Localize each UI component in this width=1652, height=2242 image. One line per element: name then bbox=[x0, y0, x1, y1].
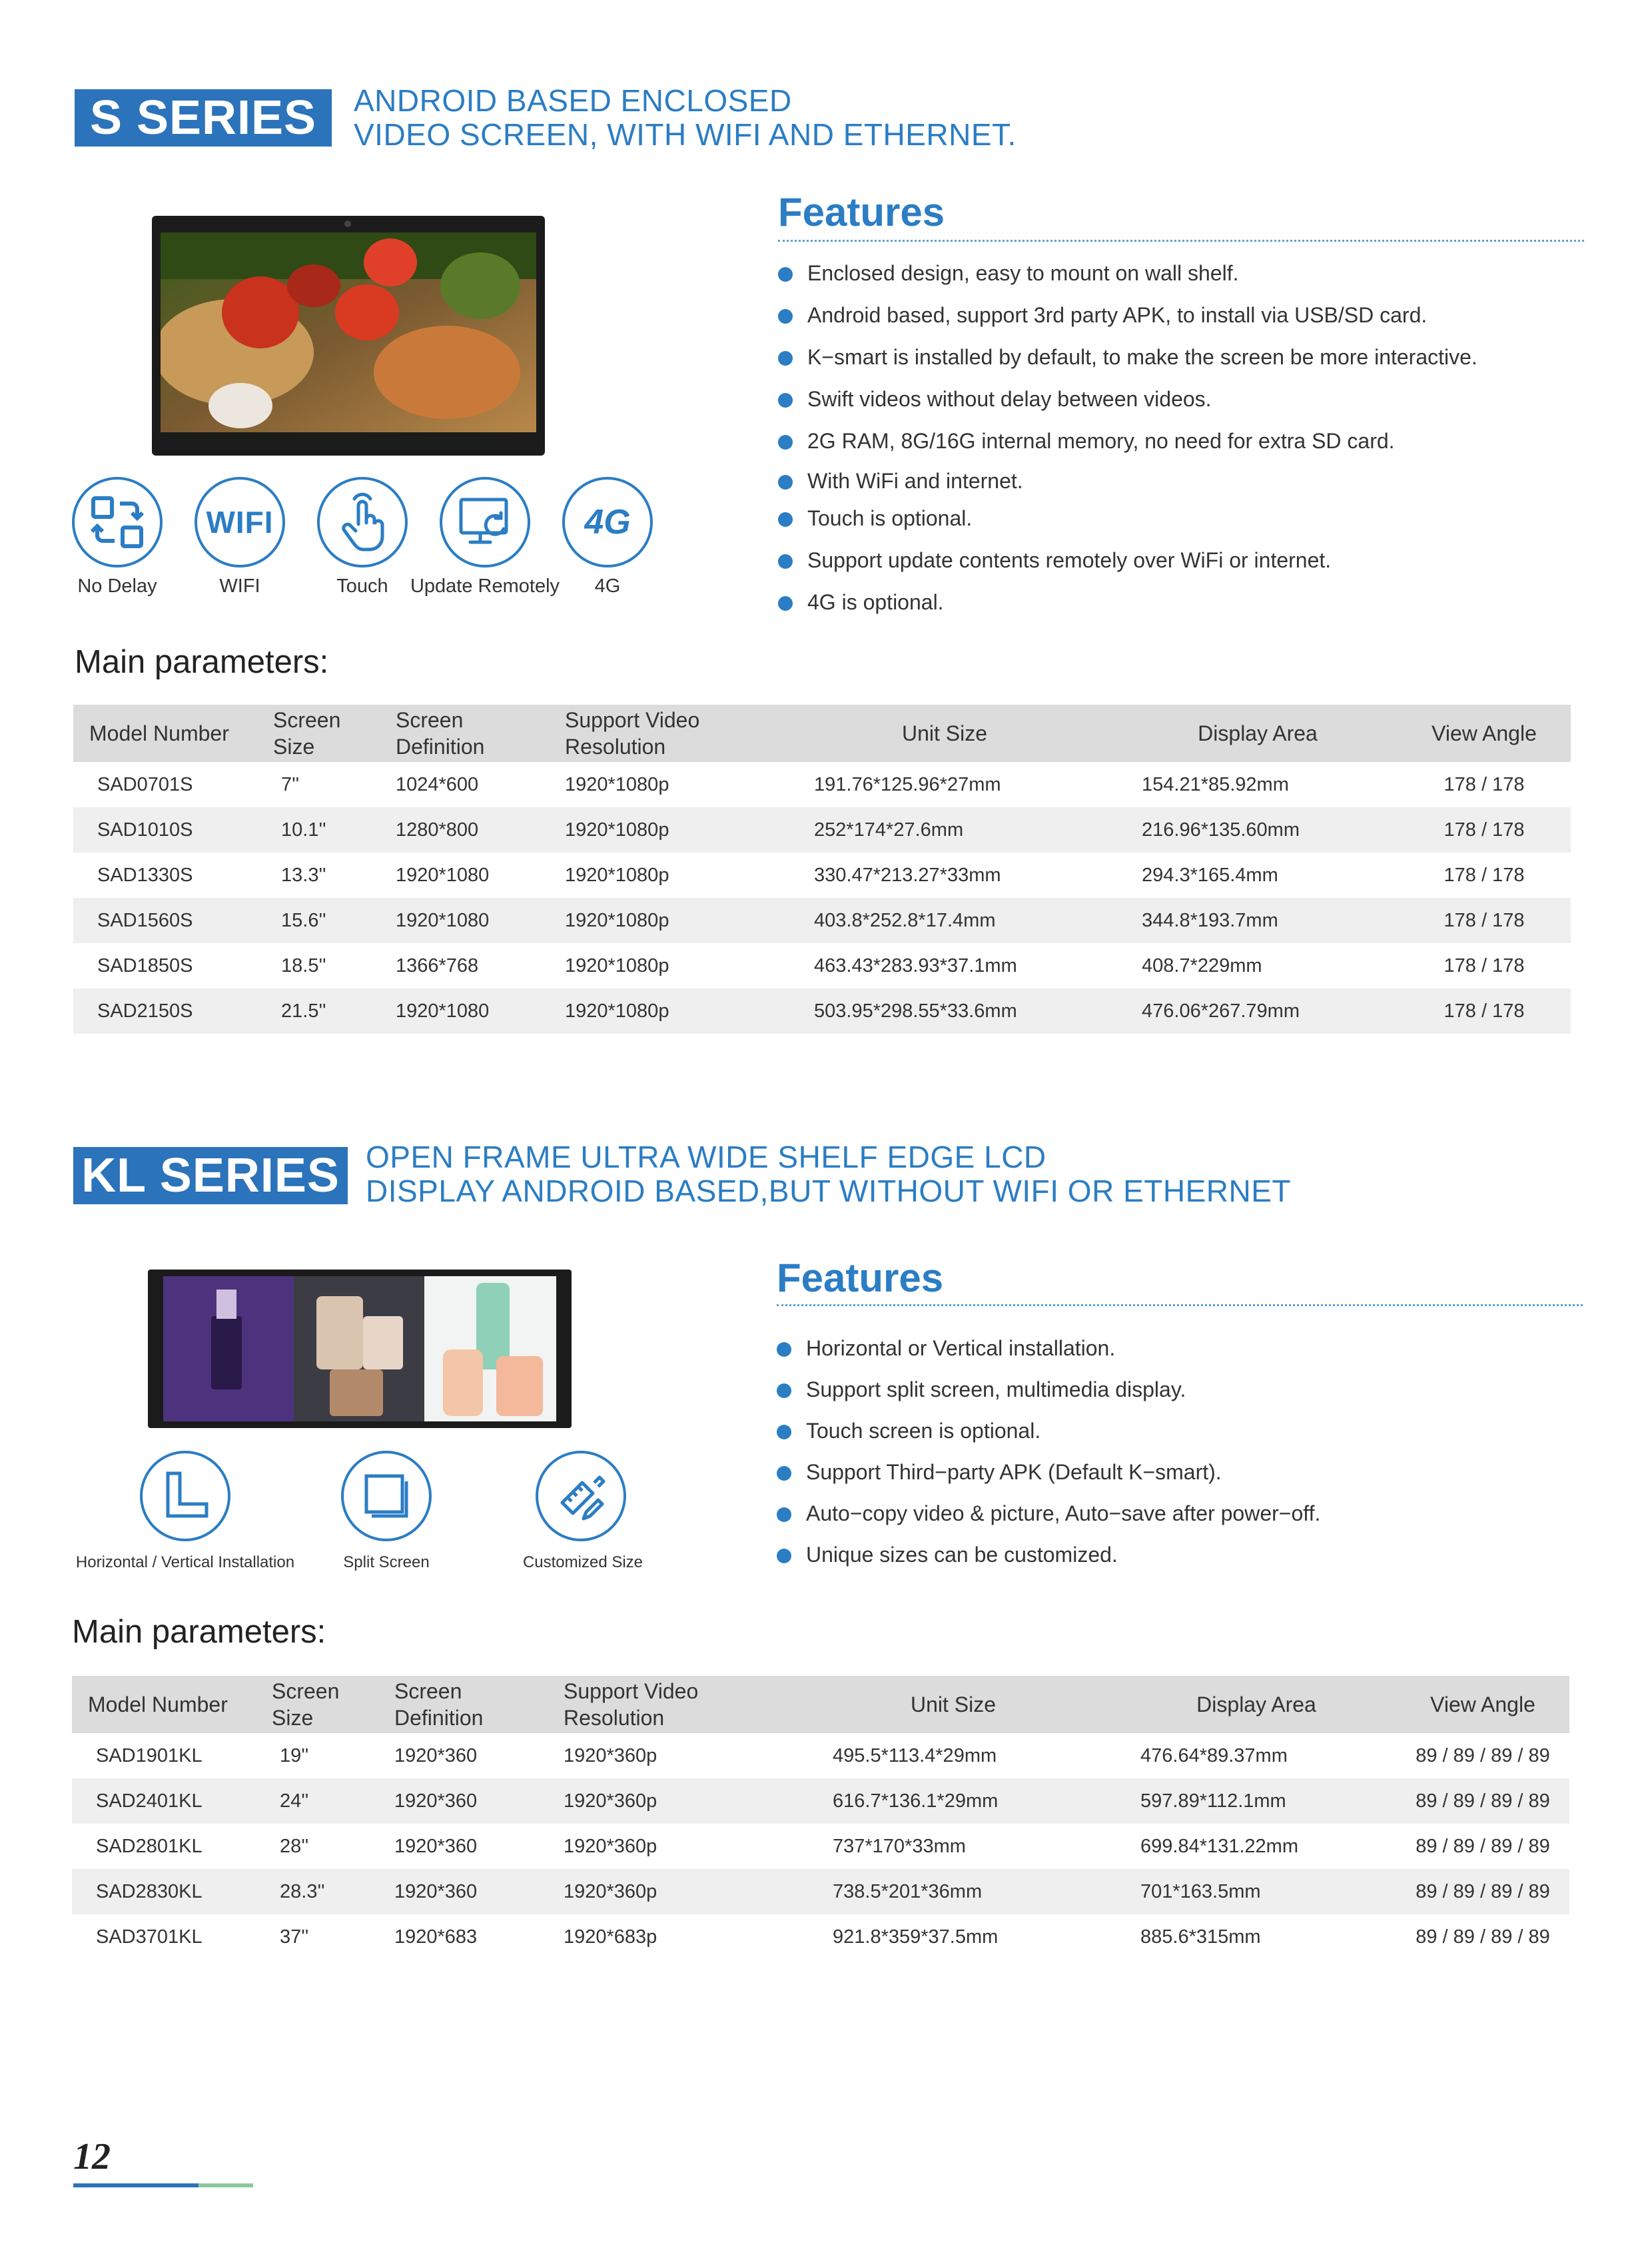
cell-display-area: 216.96*135.60mm bbox=[1118, 807, 1398, 853]
s-series-params-table bbox=[73, 705, 1571, 1034]
header-model: Model Number bbox=[73, 705, 266, 762]
cell-model: SAD3701KL bbox=[96, 1926, 203, 1948]
cell-display-area: 701*163.5mm bbox=[1116, 1869, 1396, 1914]
cell-unit-size: 503.95*298.55*33.6mm bbox=[771, 988, 1118, 1034]
feature-item: Support split screen, multimedia display. bbox=[777, 1377, 1583, 1404]
feature-item: Swift videos without delay between videos. bbox=[778, 387, 1584, 414]
cell-view-angle: 178 / 178 bbox=[1444, 773, 1525, 795]
feature-item: Enclosed design, easy to mount on wall shelf. bbox=[778, 261, 1584, 288]
cell-resolution: 1920*1080p bbox=[558, 898, 771, 943]
table-row bbox=[73, 807, 1571, 853]
header-display-area: Display Area bbox=[1118, 705, 1398, 762]
cell-model: SAD1010S bbox=[73, 807, 266, 853]
4g-glyph: 4G bbox=[584, 503, 631, 542]
cell-definition: 1366*768 bbox=[396, 954, 479, 976]
footer-line-green bbox=[199, 2183, 253, 2187]
cell-model: SAD1901KL bbox=[96, 1744, 203, 1766]
feature-item: Horizontal or Vertical installation. bbox=[777, 1336, 1583, 1363]
table-row bbox=[72, 1914, 1569, 1960]
wifi-label: WIFI bbox=[219, 575, 260, 597]
header-unit-size: Unit Size bbox=[790, 1676, 1116, 1733]
cell-size: 37'' bbox=[280, 1926, 309, 1948]
kl-series-tagline-line-1: OPEN FRAME ULTRA WIDE SHELF EDGE LCD bbox=[366, 1140, 1046, 1174]
cell-size: 24'' bbox=[265, 1778, 388, 1824]
cell-unit-size: 463.43*283.93*37.1mm bbox=[814, 954, 1017, 976]
cell-definition: 1920*360 bbox=[394, 1744, 478, 1766]
s-series-features-list bbox=[778, 261, 1584, 617]
horizontal-vertical-installation-label: Horizontal / Vertical Installation bbox=[75, 1553, 295, 1571]
cell-unit-size: 252*174*27.6mm bbox=[771, 807, 1118, 853]
cell-resolution: 1920*1080p bbox=[565, 954, 669, 976]
cell-display-area: 154.21*85.92mm bbox=[1142, 773, 1289, 795]
page-number: 12 bbox=[73, 2136, 111, 2177]
cell-resolution: 1920*360p bbox=[557, 1778, 790, 1824]
cell-definition: 1920*1080 bbox=[389, 898, 558, 943]
kl-series-icons bbox=[67, 1451, 666, 1584]
s-series-features-title: Features bbox=[778, 190, 945, 234]
cell-unit-size: 495.5*113.4*29mm bbox=[833, 1744, 997, 1766]
cell-resolution: 1920*360p bbox=[557, 1869, 790, 1914]
kl-series-features-title: Features bbox=[777, 1256, 944, 1300]
header-screen-definition: Screen Definition bbox=[388, 1676, 557, 1733]
s-series-badge: S SERIES bbox=[75, 89, 332, 147]
table-row bbox=[73, 898, 1571, 943]
cell-view-angle: 89 / 89 / 89 / 89 bbox=[1416, 1744, 1550, 1766]
update-remotely-label: Update Remotely bbox=[410, 575, 560, 597]
cell-display-area: 476.06*267.79mm bbox=[1118, 988, 1398, 1034]
table-header-row bbox=[72, 1676, 1569, 1733]
cell-model: SAD2830KL bbox=[72, 1869, 265, 1914]
feature-item: 2G RAM, 8G/16G internal memory, no need for extra SD card. bbox=[778, 429, 1584, 456]
kl-series-product-image bbox=[148, 1270, 572, 1428]
cell-display-area: 885.6*315mm bbox=[1140, 1926, 1261, 1948]
cell-unit-size: 921.8*359*37.5mm bbox=[833, 1926, 999, 1948]
cell-size: 19'' bbox=[280, 1744, 309, 1766]
cell-display-area: 408.7*229mm bbox=[1142, 954, 1262, 976]
kl-series-features-list bbox=[777, 1336, 1583, 1569]
header-video-resolution: Support Video Resolution bbox=[557, 1676, 790, 1733]
cell-view-angle: 178 / 178 bbox=[1398, 898, 1571, 943]
header-model: Model Number bbox=[72, 1676, 265, 1733]
cell-view-angle: 89 / 89 / 89 / 89 bbox=[1416, 1926, 1550, 1948]
cell-view-angle: 89 / 89 / 89 / 89 bbox=[1396, 1778, 1569, 1824]
wifi-glyph: WIFI bbox=[206, 505, 274, 540]
kl-series-tagline bbox=[366, 1140, 1291, 1208]
header-screen-definition: Screen Definition bbox=[389, 705, 558, 762]
cell-definition: 1920*360 bbox=[394, 1835, 478, 1857]
cell-definition: 1920*360 bbox=[388, 1778, 557, 1824]
s-series-icons bbox=[72, 477, 658, 603]
wifi-icon bbox=[195, 477, 285, 567]
cell-size: 21.5'' bbox=[266, 988, 389, 1034]
cell-unit-size: 616.7*136.1*29mm bbox=[790, 1778, 1116, 1824]
table-row bbox=[73, 762, 1571, 807]
header-screen-size: Screen Size bbox=[266, 705, 389, 762]
cell-view-angle: 89 / 89 / 89 / 89 bbox=[1396, 1869, 1569, 1914]
cell-display-area: 476.64*89.37mm bbox=[1140, 1744, 1288, 1766]
cell-unit-size: 403.8*252.8*17.4mm bbox=[771, 898, 1118, 943]
cell-view-angle: 178 / 178 bbox=[1444, 864, 1525, 886]
update-remotely-icon bbox=[440, 477, 530, 567]
kl-series-features-divider bbox=[777, 1304, 1583, 1306]
cell-display-area: 344.8*193.7mm bbox=[1118, 898, 1398, 943]
cell-definition: 1920*360 bbox=[388, 1869, 557, 1914]
no-delay-icon bbox=[72, 477, 163, 567]
footer-line-blue bbox=[73, 2183, 199, 2187]
feature-item: Support update contents remotely over WiFi or internet. bbox=[778, 548, 1584, 575]
feature-item: Unique sizes can be customized. bbox=[777, 1543, 1583, 1569]
cell-definition: 1920*1080 bbox=[389, 988, 558, 1034]
cell-view-angle: 178 / 178 bbox=[1398, 988, 1571, 1034]
cell-resolution: 1920*1080p bbox=[558, 807, 771, 853]
cell-size: 13.3'' bbox=[281, 864, 326, 886]
cell-resolution: 1920*1080p bbox=[558, 988, 771, 1034]
customized-size-label: Customized Size bbox=[522, 1553, 643, 1571]
s-series-product-image bbox=[152, 216, 545, 456]
touch-label: Touch bbox=[336, 575, 388, 597]
feature-item: Touch screen is optional. bbox=[777, 1419, 1583, 1445]
table-row bbox=[72, 1824, 1569, 1869]
cell-view-angle: 89 / 89 / 89 / 89 bbox=[1416, 1835, 1550, 1857]
cell-size: 28'' bbox=[280, 1835, 309, 1857]
cell-resolution: 1920*360p bbox=[564, 1744, 657, 1766]
cell-model: SAD2150S bbox=[73, 988, 266, 1034]
cell-display-area: 597.89*112.1mm bbox=[1116, 1778, 1396, 1824]
s-series-tagline-line-1: ANDROID BASED ENCLOSED bbox=[354, 83, 792, 118]
cell-definition: 1920*683 bbox=[394, 1926, 478, 1948]
s-series-features-divider bbox=[778, 240, 1584, 242]
header-view-angle: View Angle bbox=[1396, 1676, 1569, 1733]
cell-model: SAD2401KL bbox=[72, 1778, 265, 1824]
4g-label: 4G bbox=[594, 575, 621, 597]
feature-item: Android based, support 3rd party APK, to install via USB/SD card. bbox=[778, 303, 1584, 330]
table-header-row bbox=[73, 705, 1571, 762]
cell-display-area: 294.3*165.4mm bbox=[1142, 864, 1278, 886]
cell-resolution: 1920*1080p bbox=[565, 773, 669, 795]
table-row bbox=[73, 853, 1571, 898]
cell-view-angle: 178 / 178 bbox=[1444, 954, 1525, 976]
table-row bbox=[73, 943, 1571, 988]
cell-unit-size: 738.5*201*36mm bbox=[790, 1869, 1116, 1914]
header-unit-size: Unit Size bbox=[771, 705, 1118, 762]
cell-size: 28.3'' bbox=[265, 1869, 388, 1914]
kl-series-badge: KL SERIES bbox=[73, 1147, 348, 1204]
horizontal-vertical-installation-icon bbox=[140, 1451, 230, 1541]
cell-definition: 1024*600 bbox=[396, 773, 479, 795]
feature-item: Auto−copy video & picture, Auto−save after power−off. bbox=[777, 1501, 1583, 1528]
front-camera-dot bbox=[344, 220, 351, 227]
header-display-area: Display Area bbox=[1116, 1676, 1396, 1733]
feature-item: Support Third−party APK (Default K−smart). bbox=[777, 1460, 1583, 1487]
cell-unit-size: 737*170*33mm bbox=[833, 1835, 966, 1857]
cell-model: SAD0701S bbox=[97, 773, 193, 795]
feature-item: Touch is optional. bbox=[778, 506, 1584, 533]
touch-icon bbox=[317, 477, 408, 567]
cell-view-angle: 178 / 178 bbox=[1398, 807, 1571, 853]
cell-model: SAD1330S bbox=[97, 864, 193, 886]
cell-resolution: 1920*1080p bbox=[565, 864, 669, 886]
s-series-tagline-line-2: VIDEO SCREEN, WITH WIFI AND ETHERNET. bbox=[354, 117, 1017, 152]
cell-size: 10.1'' bbox=[266, 807, 389, 853]
kl-series-tagline-line-2: DISPLAY ANDROID BASED,BUT WITHOUT WIFI OR ETHERNET bbox=[366, 1174, 1291, 1208]
header-view-angle: View Angle bbox=[1398, 705, 1571, 762]
split-screen-label: Split Screen bbox=[343, 1553, 430, 1571]
4g-icon bbox=[562, 477, 653, 567]
split-screen-icon bbox=[341, 1451, 432, 1541]
customized-size-icon bbox=[536, 1451, 626, 1541]
table-row bbox=[72, 1869, 1569, 1914]
cell-model: SAD1560S bbox=[73, 898, 266, 943]
cell-definition: 1280*800 bbox=[389, 807, 558, 853]
feature-item: With WiFi and internet. bbox=[778, 469, 1584, 496]
s-series-tagline bbox=[354, 84, 1017, 152]
cell-size: 18.5'' bbox=[281, 954, 326, 976]
table-row bbox=[73, 988, 1571, 1034]
cell-unit-size: 191.76*125.96*27mm bbox=[814, 773, 1001, 795]
cell-resolution: 1920*683p bbox=[564, 1926, 657, 1948]
cell-resolution: 1920*360p bbox=[564, 1835, 657, 1857]
kl-series-params-title: Main parameters: bbox=[72, 1614, 326, 1650]
cell-definition: 1920*1080 bbox=[396, 864, 490, 886]
feature-item: 4G is optional. bbox=[778, 590, 1584, 617]
feature-item: K−smart is installed by default, to make the screen be more interactive. bbox=[778, 345, 1584, 372]
table-row bbox=[72, 1733, 1569, 1778]
cell-unit-size: 330.47*213.27*33mm bbox=[814, 864, 1001, 886]
no-delay-label: No Delay bbox=[77, 575, 157, 597]
cell-size: 15.6'' bbox=[266, 898, 389, 943]
header-video-resolution: Support Video Resolution bbox=[558, 705, 771, 762]
vegetables-photo bbox=[161, 232, 536, 432]
cell-display-area: 699.84*131.22mm bbox=[1140, 1835, 1298, 1857]
table-row bbox=[72, 1778, 1569, 1824]
cell-model: SAD2801KL bbox=[96, 1835, 203, 1857]
header-screen-size: Screen Size bbox=[265, 1676, 388, 1733]
cell-model: SAD1850S bbox=[97, 954, 193, 976]
kl-series-params-table bbox=[72, 1676, 1569, 1960]
cell-size: 7'' bbox=[281, 773, 300, 795]
s-series-params-title: Main parameters: bbox=[75, 644, 329, 680]
cosmetics-photo bbox=[163, 1276, 556, 1421]
